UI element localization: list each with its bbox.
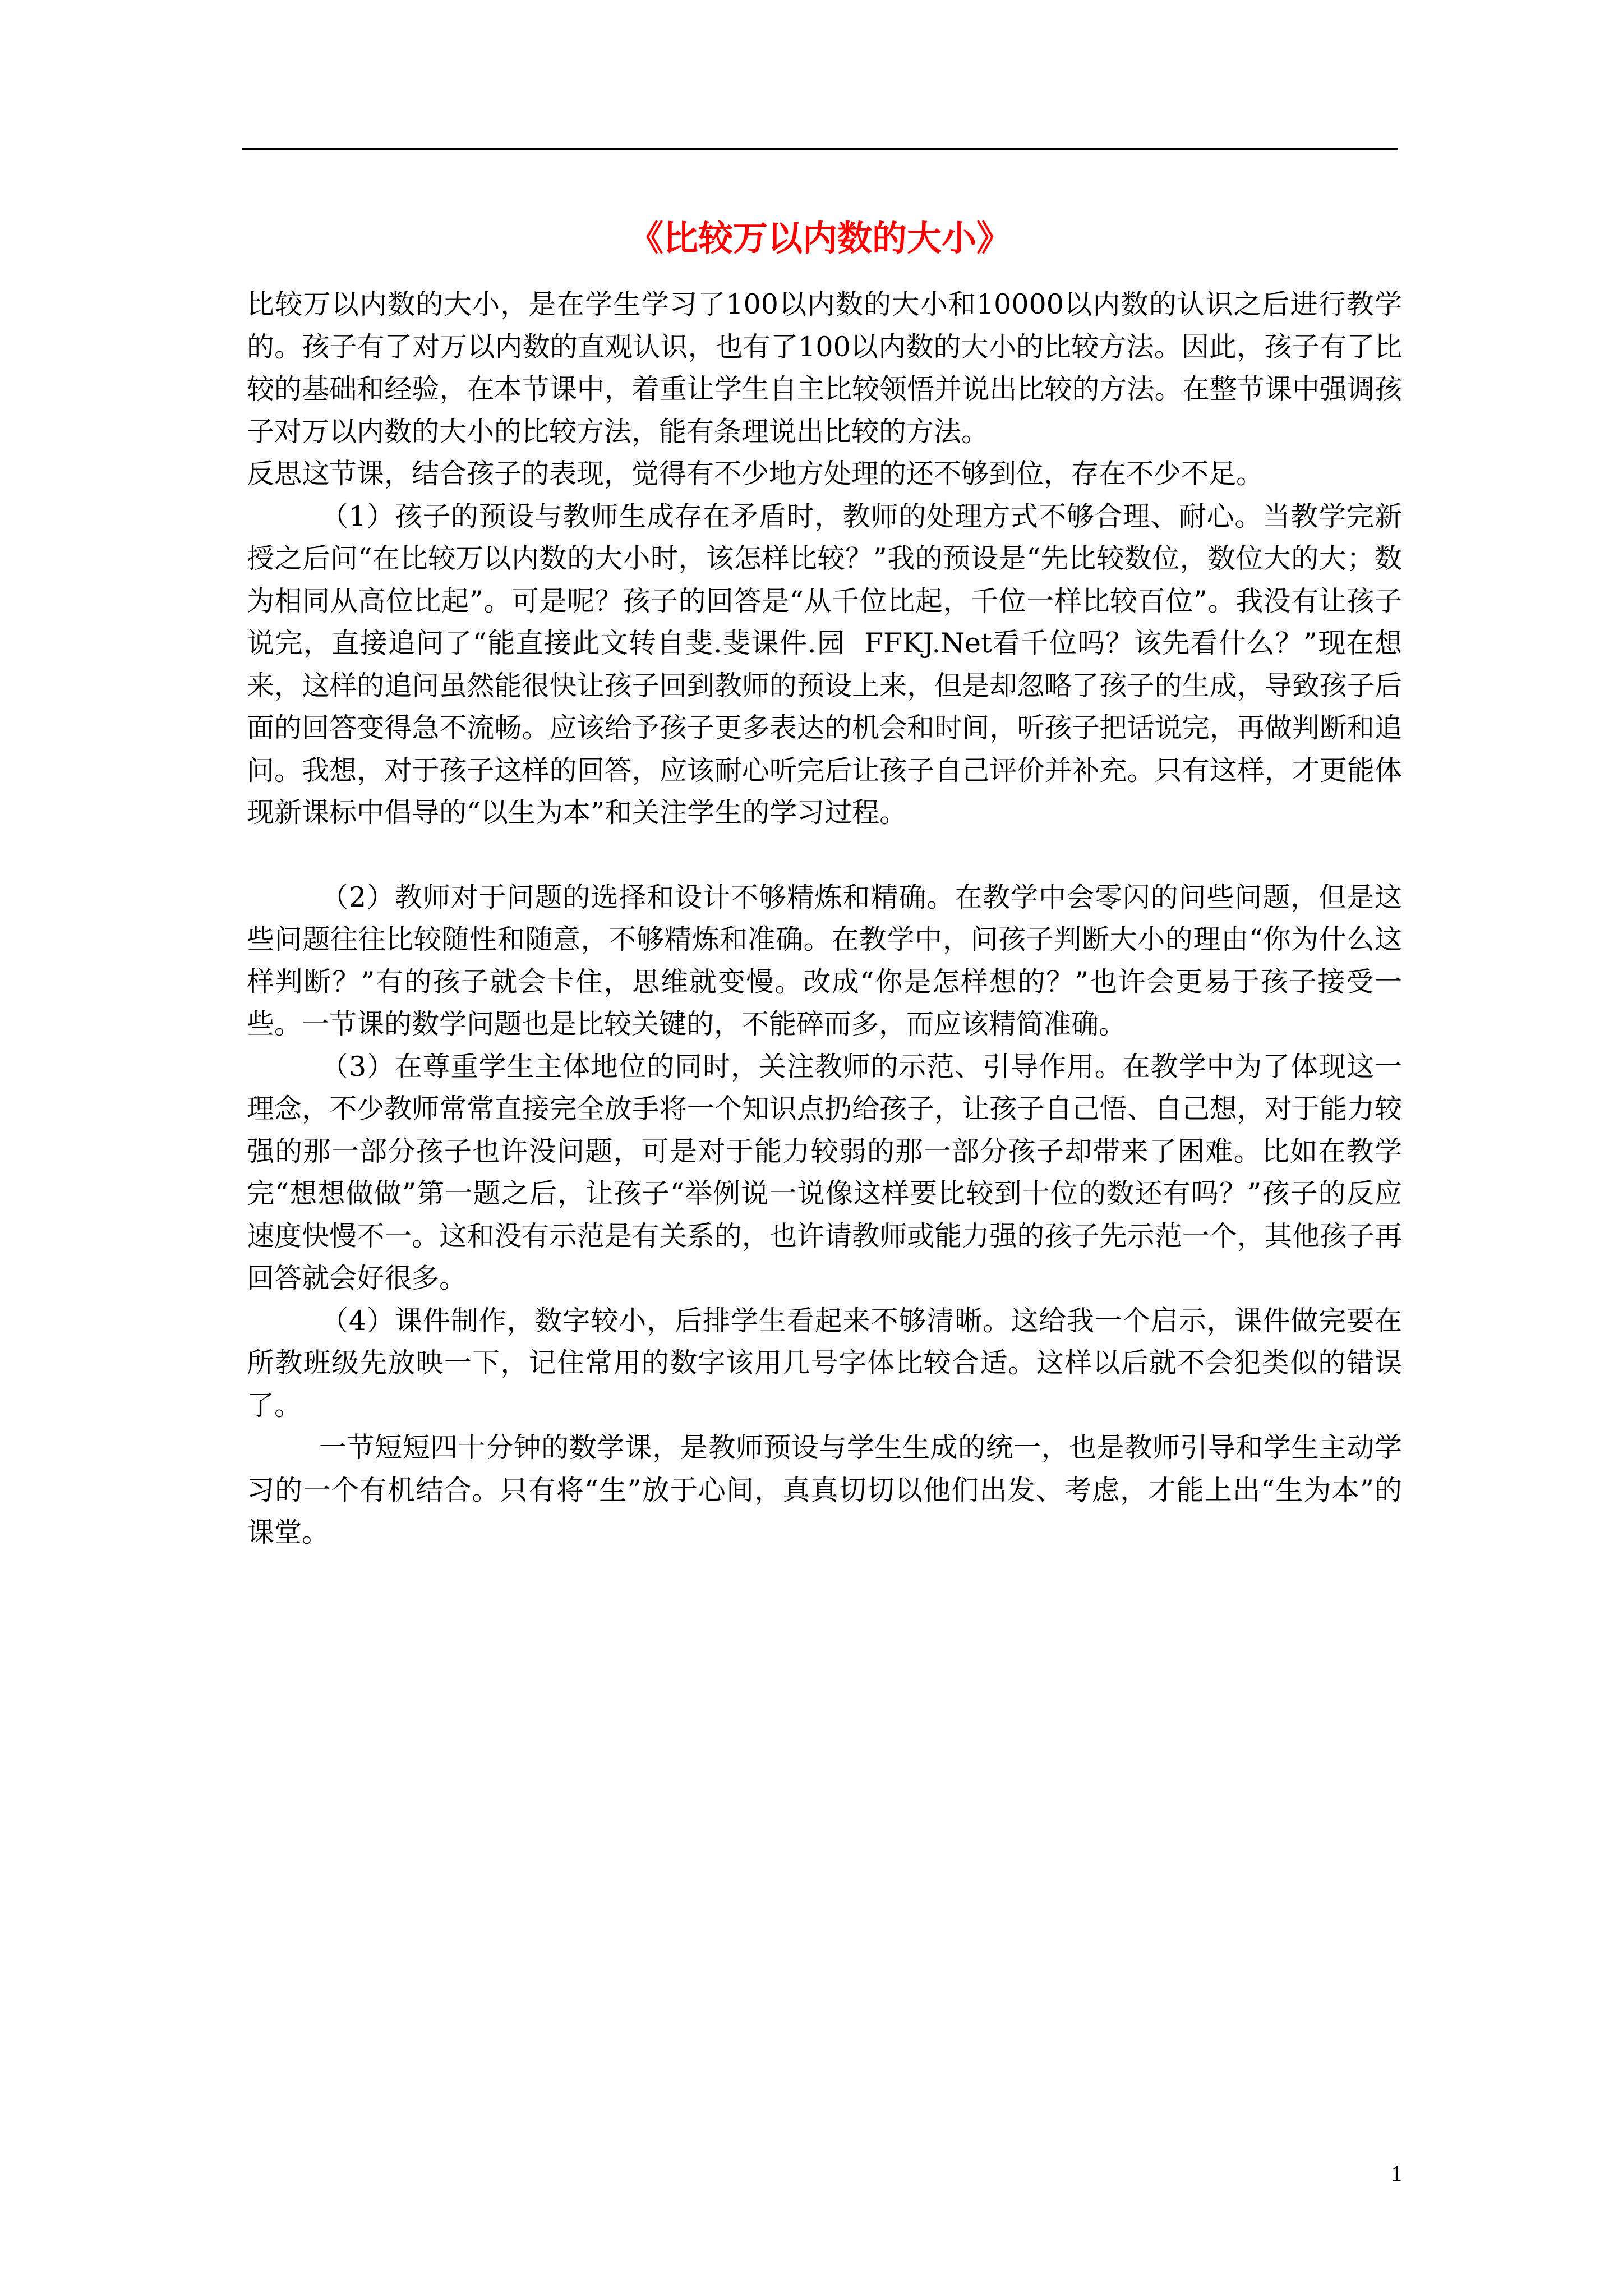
- paragraph-point-4: （4）课件制作，数字较小，后排学生看起来不够清晰。这给我一个启示，课件做完要在所教班级先放映一下，记住常用的数字该用几号字体比较合适。这样以后就不会犯类似的错误了。: [247, 1304, 1402, 1421]
- paragraph-point-1: （1）孩子的预设与教师生成存在矛盾时，教师的处理方式不够合理、耐心。当教学完新授之后问“在比较万以内数的大小时，该怎样比较？”我的预设是“先比较数位，数位大的大；数为相同从高位比起”。可是呢？孩子的回答是“从千位比起，千位一样比较百位”。我没有让孩子说完，直接追问了“能直接此文转自斐.斐课件.园 FFKJ.Net看千位吗？该先看什么？”现在想来，这样的追问虽然能很快让孩子回到教师的预设上来，但是却忽略了孩子的生成，导致孩子后面的回答变得急不流畅。应该给予孩子更多表达的机会和时间，听孩子把话说完，再做判断和追问。我想，对于孩子这样的回答，应该耐心听完后让孩子自己评价并补充。只有这样，才更能体现新课标中倡导的“以生为本”和关注学生的学习过程。: [247, 500, 1402, 829]
- paragraph-point-2: （2）教师对于问题的选择和设计不够精炼和精确。在教学中会零闪的问些问题，但是这些问题往往比较随性和随意，不够精炼和准确。在教学中，问孩子判断大小的理由“你为什么这样判断？”有的孩子就会卡住，思维就变慢。改成“你是怎样想的？”也许会更易于孩子接受一些。一节课的数学问题也是比较关键的，不能碎而多，而应该精简准确。: [247, 881, 1402, 1040]
- page-number: 1: [1391, 2161, 1402, 2186]
- document-body: [247, 283, 1402, 1554]
- paragraph-point-3: （3）在尊重学生主体地位的同时，关注教师的示范、引导作用。在教学中为了体现这一理念，不少教师常常直接完全放手将一个知识点扔给孩子，让孩子自己悟、自己想，对于能力较强的那一部分孩子也许没问题，可是对于能力较弱的那一部分孩子却带来了困难。比如在教学完“想想做做”第一题之后，让孩子“举例说一说像这样要比较到十位的数还有吗？”孩子的反应速度快慢不一。这和没有示范是有关系的，也许请教师或能力强的孩子先示范一个，其他孩子再回答就会好很多。: [247, 1050, 1402, 1294]
- paragraph-intro: 比较万以内数的大小，是在学生学习了100以内数的大小和10000以内数的认识之后进行教学的。孩子有了对万以内数的直观认识，也有了100以内数的大小的比较方法。因此，孩子有了比较的基础和经验，在本节课中，着重让学生自主比较领悟并说出比较的方法。在整节课中强调孩子对万以内数的大小的比较方法，能有条理说出比较的方法。: [247, 288, 1402, 448]
- paragraph-conclusion: 一节短短四十分钟的数学课，是教师预设与学生生成的统一，也是教师引导和学生主动学习的一个有机结合。只有将“生”放于心间，真真切切以他们出发、考虑，才能上出“生为本”的课堂。: [247, 1432, 1402, 1548]
- document-title: 《比较万以内数的大小》: [628, 218, 1011, 259]
- paragraph-reflection: 反思这节课，结合孩子的表现，觉得有不少地方处理的还不够到位，存在不少不足。: [247, 458, 1264, 490]
- header-rule: [242, 148, 1398, 150]
